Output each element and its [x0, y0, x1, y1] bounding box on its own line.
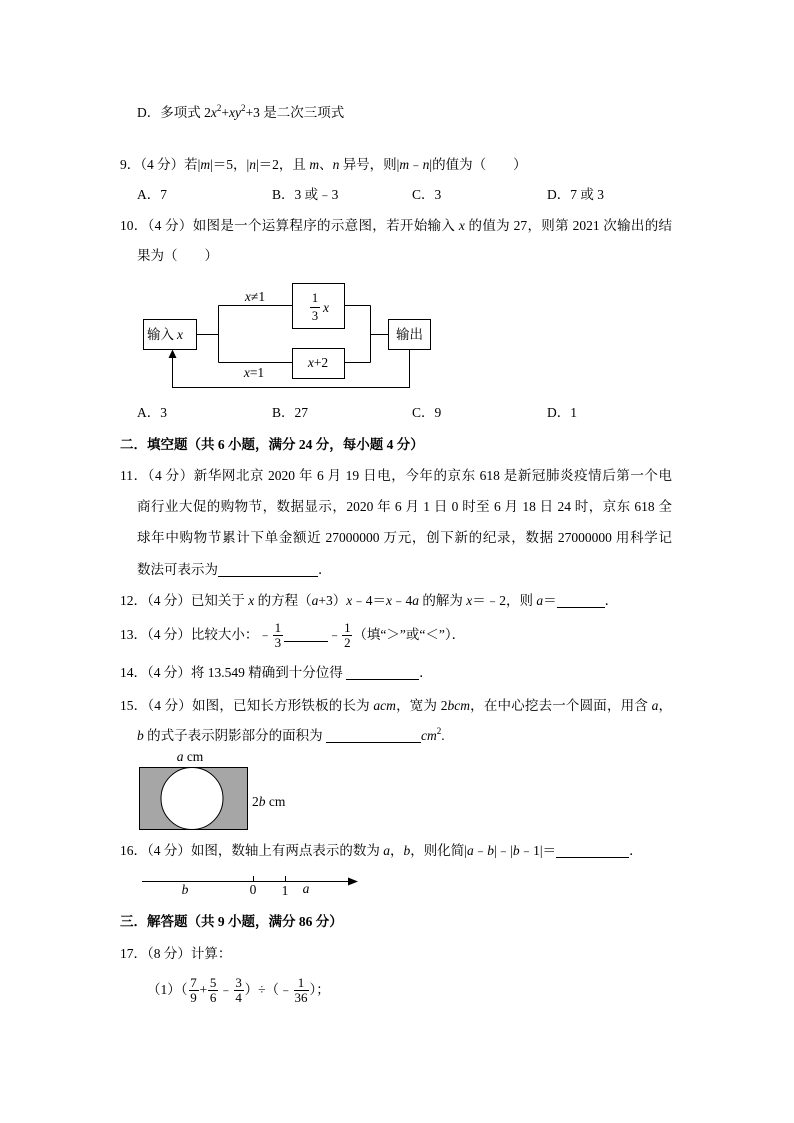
plate-length-label [177, 749, 204, 764]
q11-line3: 球年中购物节累计下单金额近 27000000 万元，创下新的纪录，数据 27000000 用科学记 [137, 530, 672, 545]
condition-variable: x [243, 365, 250, 380]
stem-end: ． [318, 562, 332, 577]
section-fill-in-title: 二．填空题（共 6 小题，满分 24 分，每小题 4 分） [120, 437, 424, 452]
fraction-denominator: 3 [311, 309, 319, 323]
stem-end: ． [604, 593, 619, 608]
q10-option-c: C．9 [412, 405, 442, 420]
denominator: 3 [274, 635, 282, 651]
q16-stem [120, 841, 643, 861]
length-expression: acm [373, 698, 396, 713]
stem-text: 14．（4 分）将 13.549 精确到十分位得 [120, 665, 347, 680]
var-x: x [248, 593, 255, 608]
input-variable: x [177, 327, 183, 342]
box-variable: x [323, 300, 329, 315]
var-a: a [466, 843, 474, 858]
zero-label: 0 [249, 882, 257, 897]
stem-text: |＝5，| [210, 157, 250, 172]
var-x: x [346, 593, 353, 608]
var-m: m [399, 157, 410, 172]
stem-end: ． [419, 665, 433, 680]
operator: ）÷（﹣ [244, 982, 293, 997]
q9-stem [120, 155, 527, 175]
var-m: m [200, 157, 211, 172]
stem-text: 12．（4 分）已知关于 [120, 593, 249, 608]
stem-text: 的解为 [419, 593, 467, 608]
math-operator: + [221, 105, 229, 120]
width-coefficient: 2 [252, 794, 259, 809]
q15-line2 [137, 726, 445, 746]
q10-stem-line1 [120, 216, 672, 236]
point-b-label: b [181, 882, 189, 897]
numerator: 1 [294, 976, 309, 991]
var-n: n [249, 157, 256, 172]
exponent: 2 [216, 103, 222, 113]
stem-text: ﹣1|＝ [519, 843, 557, 858]
cut-out-circle [161, 768, 223, 830]
stem-text: 9．（4 分）若| [120, 157, 201, 172]
loop-back-line [173, 350, 410, 388]
var-b: b [512, 843, 520, 858]
var-b: b [137, 728, 144, 743]
denominator: 6 [209, 990, 217, 1006]
area-unit: cm [421, 728, 437, 743]
width-unit: cm [265, 794, 286, 809]
plate-figure [135, 745, 295, 837]
var-x: x [466, 593, 473, 608]
q11-line2: 商行业大促的购物节，数据显示，2020 年 6 月 1 日 0 时至 6 月 18 日 24 时，京东 618 全 [137, 499, 672, 514]
operator: + [199, 982, 208, 997]
axis-arrowhead [348, 878, 358, 886]
stem-text: 的方程（ [254, 593, 312, 608]
condition-text: =1 [249, 365, 265, 380]
operator: ﹣ [219, 982, 233, 997]
numerator: 5 [209, 975, 217, 991]
var-x: x [458, 218, 465, 233]
operation-flowchart [130, 275, 440, 395]
q9-option-d: D．7 或 3 [547, 187, 604, 202]
var-a: a [412, 593, 419, 608]
q8-option-d [137, 103, 344, 123]
var-m: m [309, 157, 320, 172]
length-unit: cm [183, 749, 204, 764]
q10-option-d: D．1 [547, 405, 577, 420]
stem-text: ，在中心挖去一个圆面，用含 [469, 698, 652, 713]
stem-text: ，宽为 2 [395, 698, 448, 713]
q15-line1 [120, 696, 672, 716]
fraction-4 [294, 976, 309, 1005]
stem-text: 的值为 27，则第 2021 次输出的结 [464, 218, 673, 233]
var-n: n [422, 157, 430, 172]
point-a-label: a [302, 881, 310, 896]
q10-stem-line2: 果为（ ） [137, 248, 218, 263]
section-solve-title: 三．解答题（共 9 小题，满分 86 分） [120, 914, 343, 929]
stem-text: ＝﹣2，则 [472, 593, 537, 608]
fraction-2 [208, 976, 218, 1005]
plate-width-label [252, 794, 286, 809]
stem-text: 异号，则| [339, 157, 400, 172]
q17-part1 [147, 974, 330, 1006]
length-variable: a [176, 749, 184, 764]
fraction-3 [234, 976, 244, 1005]
condition-variable: x [244, 289, 251, 304]
q17-stem: 17．（8 分）计算： [120, 946, 232, 961]
stem-text: ﹣4＝ [352, 593, 386, 608]
var-b: b [403, 843, 411, 858]
math-variable: xy [229, 105, 241, 120]
q9-option-b: B．3 或﹣3 [272, 187, 339, 202]
stem-text: （填“＞”或“＜”）． [353, 627, 466, 642]
numerator: 3 [235, 975, 242, 991]
denominator: 4 [235, 990, 242, 1006]
q9-option-a: A．7 [137, 187, 167, 202]
answer-blank [326, 728, 421, 743]
fraction-one-half [342, 621, 352, 650]
one-third-box [293, 284, 345, 329]
answer-blank [346, 665, 419, 680]
output-label: 输出 [396, 327, 423, 342]
input-box-label [147, 327, 183, 342]
numerator: 7 [190, 975, 197, 991]
fraction-one-third [273, 621, 283, 650]
stem-text: +3） [318, 593, 347, 608]
stem-end: ． [629, 843, 643, 858]
loop-arrowhead [169, 350, 177, 359]
stem-text: |的值为（ ） [429, 157, 527, 172]
plus-two-label [307, 355, 328, 370]
var-a: a [311, 593, 319, 608]
stem-text: ， [658, 698, 673, 713]
stem-text: ﹣4 [392, 593, 413, 608]
stem-text: 的式子表示阴影部分的面积为 [143, 728, 326, 743]
option-text: +3 是二次三项式 [245, 105, 345, 120]
var-n: n [332, 157, 340, 172]
q11-line1: 11．（4 分）新华网北京 2020 年 6 月 19 日电，今年的京东 618 是新冠肺炎疫情后第一个电 [120, 468, 672, 483]
stem-text: ﹣ [473, 843, 488, 858]
option-text: D．多项式 2 [137, 105, 211, 120]
unit-exponent: 2 [436, 726, 442, 736]
math-variable: x [210, 105, 217, 120]
denominator: 36 [294, 990, 308, 1006]
condition-text: ≠1 [250, 289, 266, 304]
width-expression: bcm [447, 698, 470, 713]
answer-blank [218, 562, 318, 577]
var-x: x [386, 593, 392, 608]
stem-text: 16．（4 分）如图，数轴上有两点表示的数为 [120, 843, 384, 858]
var-b: b [487, 843, 494, 858]
stem-text: 15．（4 分）如图，已知长方形铁板的长为 [120, 698, 374, 713]
one-label: 1 [281, 883, 289, 898]
denominator: 9 [190, 990, 197, 1006]
numerator: 1 [344, 620, 351, 636]
part-end: ）； [309, 982, 330, 997]
var-a: a [383, 843, 390, 858]
numerator: 1 [274, 620, 282, 636]
q14-stem [120, 663, 433, 683]
stem-text: 、 [319, 157, 333, 172]
denominator: 2 [344, 635, 351, 651]
width-variable: b [258, 794, 266, 809]
condition-not-one-label [244, 289, 265, 304]
exponent: 2 [240, 103, 246, 113]
stem-text: 10．（4 分）如图是一个运算程序的示意图，若开始输入 [120, 218, 459, 233]
answer-blank [556, 843, 629, 858]
q13-stem [120, 619, 465, 651]
fraction-numerator: 1 [311, 291, 319, 305]
stem-text: 13．（4 分）比较大小：﹣ [120, 627, 272, 642]
condition-equals-one-label [243, 365, 264, 380]
q12-stem [120, 591, 618, 611]
fraction-1 [189, 976, 199, 1005]
answer-blank [557, 593, 605, 608]
minus-sign: ﹣ [327, 627, 342, 642]
stem-text: |＝2，且 [255, 157, 310, 172]
q11-line4 [137, 560, 332, 580]
input-text: 输入 [147, 327, 174, 342]
box-variable: x [307, 355, 314, 370]
q9-option-c: C．3 [412, 187, 442, 202]
stem-text: ，则化简| [410, 843, 467, 858]
var-a: a [651, 698, 659, 713]
stem-text: ＝ [543, 593, 557, 608]
stem-end: . [441, 728, 445, 743]
stem-text: ， [390, 843, 404, 858]
var-a: a [536, 593, 544, 608]
box-text: +2 [313, 355, 329, 370]
stem-text: |﹣| [493, 843, 513, 858]
q10-option-a: A．3 [137, 405, 167, 420]
stem-text: 数法可表示为 [137, 562, 218, 577]
answer-blank [284, 627, 328, 642]
stem-text: ﹣ [409, 157, 423, 172]
number-line [135, 866, 365, 900]
q10-option-b: B．27 [272, 405, 309, 420]
part-label: （1）（ [147, 982, 188, 997]
